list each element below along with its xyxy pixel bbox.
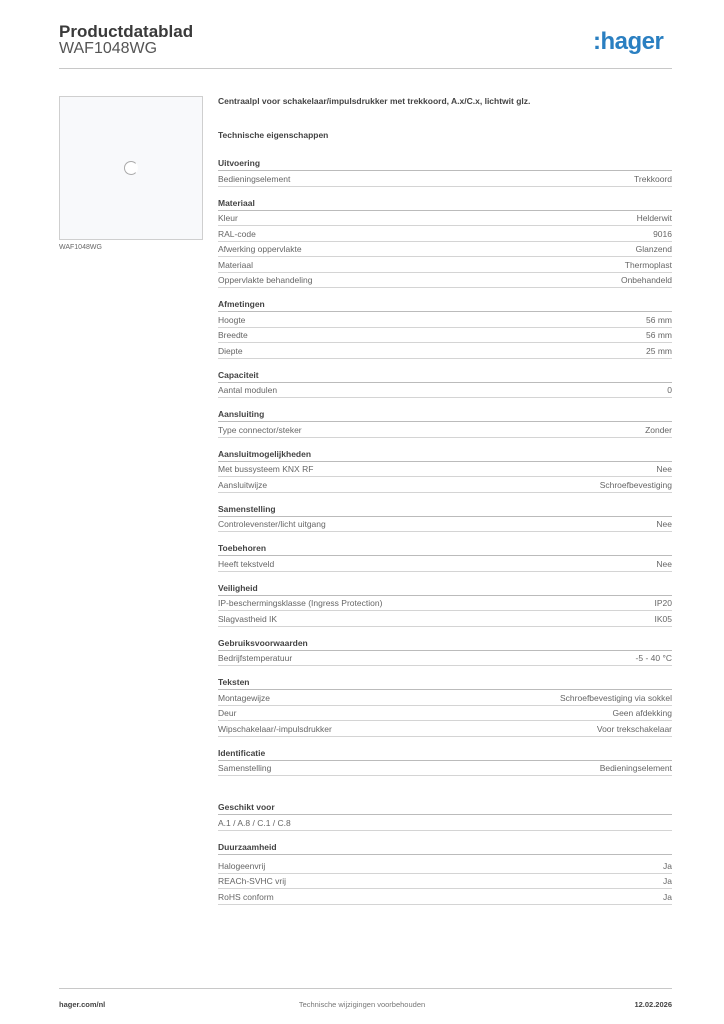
spec-section [218, 675, 672, 737]
spec-row [218, 612, 672, 627]
spec-section [218, 297, 672, 359]
section-heading: Identificatie [218, 746, 672, 761]
spec-section [218, 447, 672, 493]
spec-label: Diepte [218, 345, 243, 356]
spec-value: Bedieningselement [599, 763, 672, 773]
spec-section [218, 368, 672, 399]
cord-outlet-icon [124, 161, 138, 175]
product-image [59, 96, 203, 240]
section-heading: Uitvoering [218, 156, 672, 171]
header-divider [59, 68, 672, 69]
spec-value: Geen afdekking [612, 708, 672, 718]
spec-row [218, 313, 672, 328]
spec-row [218, 816, 672, 831]
spec-row [218, 651, 672, 666]
spec-label: RoHS conform [218, 891, 274, 902]
section-heading: Gebruiksvoorwaarden [218, 636, 672, 651]
spec-label: Breedte [218, 330, 248, 340]
spec-label: Bedieningselement [218, 173, 291, 184]
spec-value: -5 - 40 °C [635, 653, 672, 663]
spec-row [218, 596, 672, 611]
spec-label: Deur [218, 708, 237, 718]
spec-label: Type connector/steker [218, 424, 302, 435]
spec-value: Voor trekschakelaar [596, 723, 672, 734]
spec-label: Hoogte [218, 314, 246, 325]
spec-section [218, 800, 672, 831]
spec-label: RAL-code [218, 228, 256, 239]
footer-website[interactable]: hager.com/nl [59, 1000, 106, 1009]
spec-label: Wipschakelaar/-impulsdrukker [218, 723, 332, 734]
spec-row [218, 874, 672, 889]
section-heading: Teksten [218, 675, 672, 690]
spec-section [218, 156, 672, 187]
spec-value: Nee [656, 464, 672, 474]
product-code: WAF1048WG [59, 40, 158, 57]
spec-label: REACh-SVHC vrij [218, 876, 287, 886]
spec-section [218, 581, 672, 627]
section-heading: Samenstelling [218, 502, 672, 517]
page-title: Productdatablad [59, 22, 194, 41]
footer-divider [59, 988, 672, 989]
section-heading: Geschikt voor [218, 800, 672, 815]
spec-row [218, 328, 672, 343]
spec-label: Aansluitwijze [218, 479, 268, 490]
spec-label: A.1 / A.8 / C.1 / C.8 [218, 817, 291, 828]
spec-section [218, 746, 672, 777]
spec-row [218, 706, 672, 721]
spec-row [218, 242, 672, 257]
spec-value: Onbehandeld [620, 275, 672, 285]
image-caption: WAF1048WG [59, 244, 102, 251]
spec-value: Thermoplast [624, 259, 672, 270]
spec-value: Trekkoord [634, 173, 672, 184]
spec-row [218, 722, 672, 737]
spec-row [218, 423, 672, 438]
spec-value: Schroefbevestiging via sokkel [560, 692, 672, 703]
spec-value: Zonder [645, 424, 672, 435]
spec-label: Met bussysteem KNX RF [218, 464, 314, 474]
spec-row [218, 462, 672, 477]
spec-value: Nee [656, 558, 672, 569]
section-heading: Toebehoren [218, 541, 672, 556]
spec-value: 56 mm [646, 314, 672, 325]
spec-section [218, 541, 672, 572]
spec-value: Ja [663, 860, 672, 871]
spec-row [218, 383, 672, 398]
spec-row [218, 859, 672, 874]
spec-value: 25 mm [646, 345, 672, 356]
section-heading: Materiaal [218, 196, 672, 211]
spec-value: IP20 [654, 598, 672, 608]
spec-label: Kleur [218, 213, 238, 223]
spec-label: Samenstelling [218, 763, 272, 773]
spec-row [218, 172, 672, 187]
footer-date: 12.02.2026 [634, 1000, 672, 1009]
spec-value: Schroefbevestiging [599, 479, 672, 490]
spec-label: Aantal modulen [218, 385, 278, 395]
spec-section [218, 636, 672, 667]
section-heading: Aansluitmogelijkheden [218, 447, 672, 462]
section-heading: Capaciteit [218, 368, 672, 383]
spec-label: Oppervlakte behandeling [218, 275, 313, 285]
spec-label: Montagewijze [218, 692, 270, 703]
spec-label: Materiaal [218, 259, 253, 270]
spec-row [218, 691, 672, 706]
section-heading: Aansluiting [218, 407, 672, 422]
spec-value: Ja [663, 891, 672, 902]
spec-value: Ja [663, 876, 672, 886]
spec-value: Glanzend [635, 244, 672, 254]
spec-label: Halogeenvrij [218, 860, 266, 871]
section-heading: Veiligheid [218, 581, 672, 596]
spec-value: 0 [667, 385, 672, 395]
spec-row [218, 478, 672, 493]
spec-row [218, 211, 672, 226]
spec-section [218, 407, 672, 438]
spec-section [218, 502, 672, 533]
hager-logo: :hager [593, 28, 664, 55]
spec-row [218, 273, 672, 288]
spec-value: 56 mm [646, 330, 672, 340]
spec-label: Heeft tekstveld [218, 558, 275, 569]
product-description: Centraalpl voor schakelaar/impulsdrukker met trekkoord, A.x/C.x, lichtwit glz. [218, 96, 531, 106]
spec-section [218, 840, 672, 905]
spec-value: 9016 [653, 228, 672, 239]
section-heading: Afmetingen [218, 297, 672, 312]
spec-row [218, 761, 672, 776]
spec-row [218, 258, 672, 273]
spec-row [218, 517, 672, 532]
spec-label: IP-beschermingsklasse (Ingress Protection) [218, 598, 383, 608]
spec-value: Helderwit [636, 213, 672, 223]
section-heading: Duurzaamheid [218, 840, 672, 855]
tech-heading: Technische eigenschappen [218, 130, 329, 140]
spec-value: IK05 [654, 613, 672, 624]
spec-section [218, 196, 672, 289]
spec-label: Controlevenster/licht uitgang [218, 519, 326, 529]
footer-disclaimer: Technische wijzigingen voorbehouden [298, 1000, 426, 1009]
spec-row [218, 890, 672, 905]
spec-label: Slagvastheid IK [218, 613, 278, 624]
spec-table [218, 156, 672, 905]
spec-label: Bedrijfstemperatuur [218, 653, 293, 663]
spec-row [218, 227, 672, 242]
spec-label: Afwerking oppervlakte [218, 244, 302, 254]
spec-row [218, 557, 672, 572]
spec-value: Nee [656, 519, 672, 529]
spec-row [218, 344, 672, 359]
